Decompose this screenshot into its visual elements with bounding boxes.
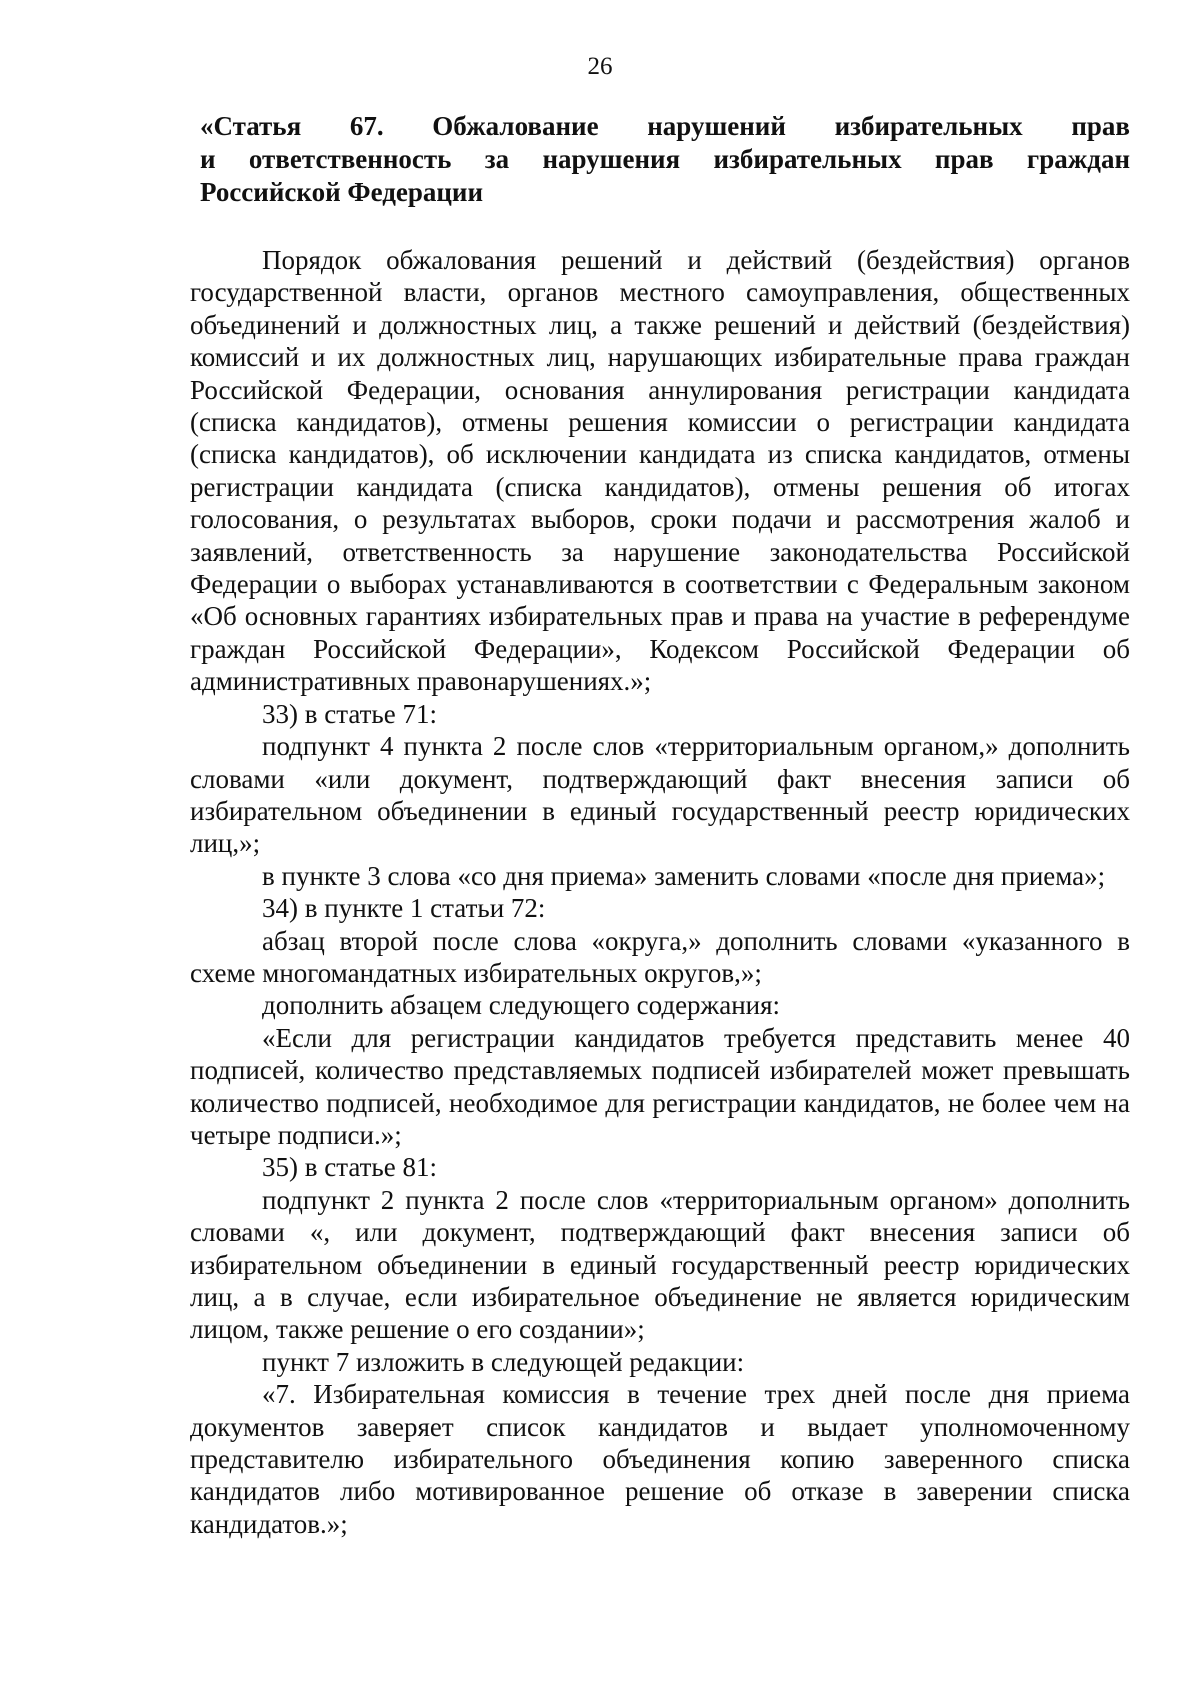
heading-line-3: Российской Федерации bbox=[200, 177, 484, 207]
heading-line-2: и ответственность за нарушения избирательных прав граждан bbox=[200, 144, 1130, 174]
paragraph-second-abzac: абзац второй после слова «округа,» дополнить словами «указанного в схеме многомандатных избирательных округов,»; bbox=[190, 925, 1130, 988]
paragraph-item-35: 35) в статье 81: bbox=[262, 1152, 437, 1183]
heading-line-1: «Статья 67. Обжалование нарушений избирательных прав bbox=[200, 111, 1130, 141]
paragraph-item-3-replace: в пункте 3 слова «со дня приема» заменить словами «после дня приема»; bbox=[262, 860, 1106, 891]
paragraph-item-7-text: «7. Избирательная комиссия в течение трех дней после дня приема документов заверяет список кандидатов и выдает уполномоченному представителю избирательного объединения копию заверенного списка кандидатов либо мотивированное решение об отказе в заверении списка кандидатов.»; bbox=[190, 1379, 1130, 1539]
page-number: 26 bbox=[587, 53, 613, 80]
paragraph-item-34: 34) в пункте 1 статьи 72: bbox=[262, 893, 546, 924]
paragraph-item-33: 33) в статье 71: bbox=[262, 698, 437, 729]
paragraph-add-abzac: дополнить абзацем следующего содержания: bbox=[262, 990, 781, 1021]
paragraph-appeal-procedure: Порядок обжалования решений и действий (бездействия) органов государственной власти, органов местного самоуправления, общественных объединений и должностных лиц, а также решений и действий (бездействия) комиссий и их должностных лиц, нарушающих избирательные права граждан Российской Федерации, основания аннулирования регистрации кандидата (списка кандидатов), отмены решения комиссии о регистрации кандидата (списка кандидатов), об исключении кандидата из списка кандидатов, отмены регистрации кандидата (списка кандидатов), отмены решения об итогах голосования, о результатах выборов, сроки подачи и рассмотрения жалоб и заявлений, ответственность за нарушение законодательства Российской Федерации о выборах устанавливаются в соответствии с Федеральным законом «Об основных гарантиях избирательных прав и права на участие в референдуме граждан Российской Федерации», Кодексом Российской Федерации об административных правонарушениях.»; bbox=[190, 245, 1130, 697]
paragraph-subitem-2: подпункт 2 пункта 2 после слов «территориальным органом» дополнить словами «, или документ, подтверждающий факт внесения записи об избирательном объединении в единый государственный реестр юридических лиц, а в случае, если избирательное объединение не является юридическим лицом, также решение о его создании»; bbox=[190, 1184, 1130, 1345]
paragraph-signatures: «Если для регистрации кандидатов требуется представить менее 40 подписей, количество представляемых подписей избирателей может превышать количество подписей, необходимое для регистрации кандидатов, не более чем на четыре подписи.»; bbox=[190, 1022, 1130, 1150]
article-heading bbox=[200, 110, 1130, 209]
paragraph-item-7-intro: пункт 7 изложить в следующей редакции: bbox=[262, 1346, 745, 1377]
document-body bbox=[190, 244, 1130, 1540]
paragraph-subitem-4: подпункт 4 пункта 2 после слов «территориальным органом,» дополнить словами «или документ, подтверждающий факт внесения записи об избирательном объединении в единый государственный реестр юридических лиц,»; bbox=[190, 731, 1130, 859]
